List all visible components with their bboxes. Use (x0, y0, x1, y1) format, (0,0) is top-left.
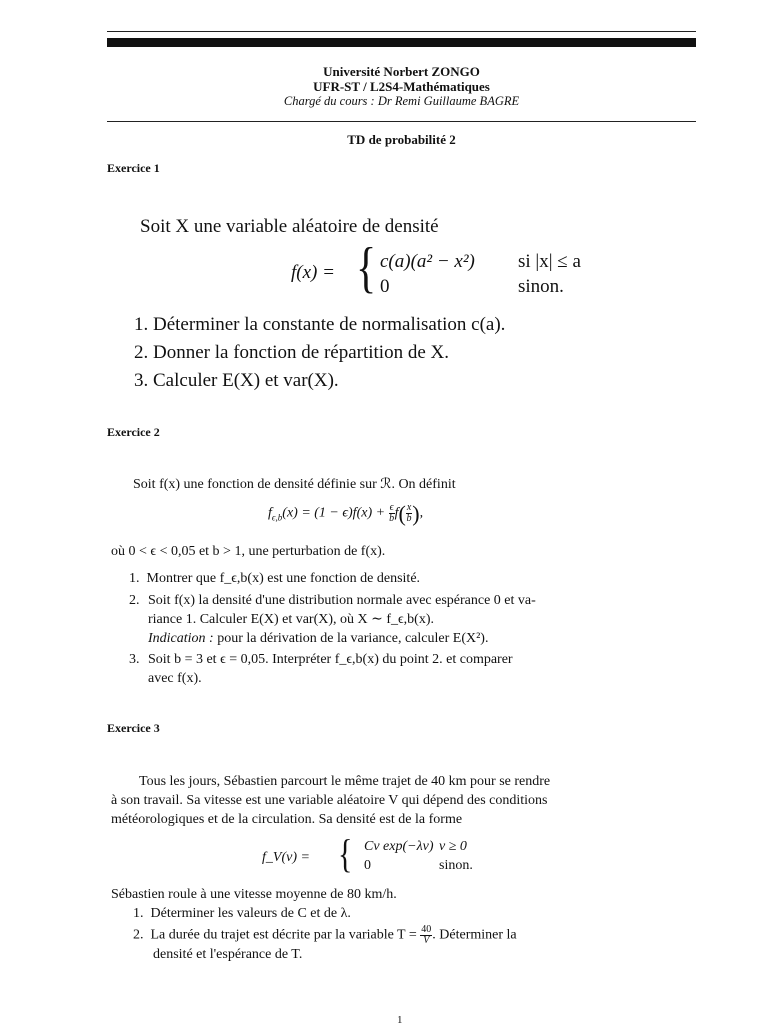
page-title: TD de probabilité 2 (347, 132, 456, 147)
ex2-item-3-line1: Soit b = 3 et ϵ = 0,05. Interpréter f_ϵ,b(x) du point 2. et comparer (148, 652, 513, 667)
ex3-item-1-text: Déterminer les valeurs de C et de λ. (150, 906, 351, 921)
ex1-intro: Soit X une variable aléatoire de densité (140, 216, 439, 237)
ex3-case1-cond: v ≥ 0 (439, 839, 467, 854)
ex3-brace: { (338, 831, 353, 876)
ex1-brace: { (356, 237, 377, 299)
ex3-after: Sébastien roule à une vitesse moyenne de 80 km/h. (111, 887, 397, 902)
ex2-intro: Soit f(x) une fonction de densité définie sur ℛ. On définit (133, 477, 456, 492)
top-rule-thin (107, 31, 696, 32)
ex1-case2-cond: sinon. (518, 276, 564, 297)
header-rule (107, 121, 696, 122)
ex1-item-1: 1. Déterminer la constante de normalisation c(a). (134, 314, 506, 335)
ex2-item-2-num: 2. (129, 593, 140, 608)
ex3-item-1: 1. Déterminer les valeurs de C et de λ. (133, 906, 351, 921)
ex1-case1-cond: si |x| ≤ a (518, 251, 581, 272)
ex3-item-2-line2: densité et l'espérance de T. (153, 947, 303, 962)
ex2-formula-f: f (268, 505, 272, 521)
ufr-line: UFR-ST / L2S4-Mathématiques (313, 79, 490, 94)
ex2-formula-mid: (x) = (1 − ϵ)f(x) + (282, 505, 386, 521)
ex3-case2-expr: 0 (364, 858, 371, 873)
ex2-item-1-text: Montrer que f_ϵ,b(x) est une fonction de densité. (146, 571, 421, 586)
ex1-item-2: 2. Donner la fonction de répartition de X. (134, 342, 449, 363)
ex2-heading: Exercice 2 (107, 425, 160, 439)
ex2-indication-text: pour la dérivation de la variance, calculer E(X²). (213, 631, 489, 646)
ex2-item-2-indication (148, 629, 488, 648)
ex2-item-2-line1: Soit f(x) la densité d'une distribution normale avec espérance 0 et va- (148, 593, 536, 608)
ex2-formula-sub: ϵ,b (271, 512, 283, 523)
ex3-frac-40-v: $\frac{40}{V}$ (421, 924, 432, 946)
ex1-item-1-text: Déterminer la constante de normalisation c(a). (153, 314, 506, 335)
ex3-item-2-text-b: . Déterminer la (432, 927, 517, 943)
ex3-item-2-text-a: La durée du trajet est décrite par la variable T = (150, 927, 417, 943)
ex2-formula: $f_{\epsilon,b}(x) = (1 - \epsilon)f(x)$ + $\frac{\epsilon}{b}$ f( $\frac{x}{b}$ ), (268, 501, 424, 526)
ex2-frac-eps-b: $\frac{\epsilon}{b}$ (389, 502, 395, 524)
ex2-item-3-num: 3. (129, 652, 140, 667)
ex1-item-3-text: Calculer E(X) et var(X). (153, 370, 339, 391)
ex2-frac-x-b: $\frac{x}{b}$ (406, 502, 412, 524)
ex1-case1-expr: c(a)(a² − x²) (380, 251, 475, 272)
ex1-item-3: 3. Calculer E(X) et var(X). (134, 370, 339, 391)
ex3-paragraph-line2: à son travail. Sa vitesse est une variable aléatoire V qui dépend des conditions (111, 793, 548, 808)
top-rule-thick (107, 38, 696, 47)
ex2-item-3-line2: avec f(x). (148, 671, 202, 686)
ex1-case2-expr: 0 (380, 276, 390, 297)
ex3-case1-expr: Cv exp(−λv) (364, 839, 434, 854)
ex3-f-lhs: f_V(v) = (262, 850, 310, 865)
ex3-paragraph-line3: météorologiques et de la circulation. Sa densité est de la forme (111, 812, 463, 827)
page-number: 1 (397, 1014, 403, 1026)
ex2-indication-label: Indication : (148, 631, 214, 646)
ex2-item-2-line2: riance 1. Calculer E(X) et var(X), où X ∼ f_ϵ,b(x). (148, 612, 435, 627)
ex2-formula-f2: f (394, 505, 399, 521)
university-name: Université Norbert ZONGO (323, 64, 480, 79)
ex1-item-2-text: Donner la fonction de répartition de X. (153, 342, 449, 363)
ex1-heading: Exercice 1 (107, 161, 160, 175)
ex2-item-1: 1. Montrer que f_ϵ,b(x) est une fonction de densité. (129, 571, 421, 586)
ex3-item-2: 2. La durée du trajet est décrite par la variable T = $\frac{40}{V}$ . Déterminer la (133, 924, 517, 946)
ex3-case2-cond: sinon. (439, 858, 473, 873)
ex3-heading: Exercice 3 (107, 721, 160, 735)
ex1-f-lhs: f(x) = (291, 262, 335, 283)
ex3-paragraph-line1: Tous les jours, Sébastien parcourt le même trajet de 40 km pour se rendre (139, 774, 551, 789)
lecturer-line: Chargé du cours : Dr Remi Guillaume BAGRE (283, 94, 520, 108)
ex2-after-formula: où 0 < ϵ < 0,05 et b > 1, une perturbation de f(x). (111, 544, 386, 559)
